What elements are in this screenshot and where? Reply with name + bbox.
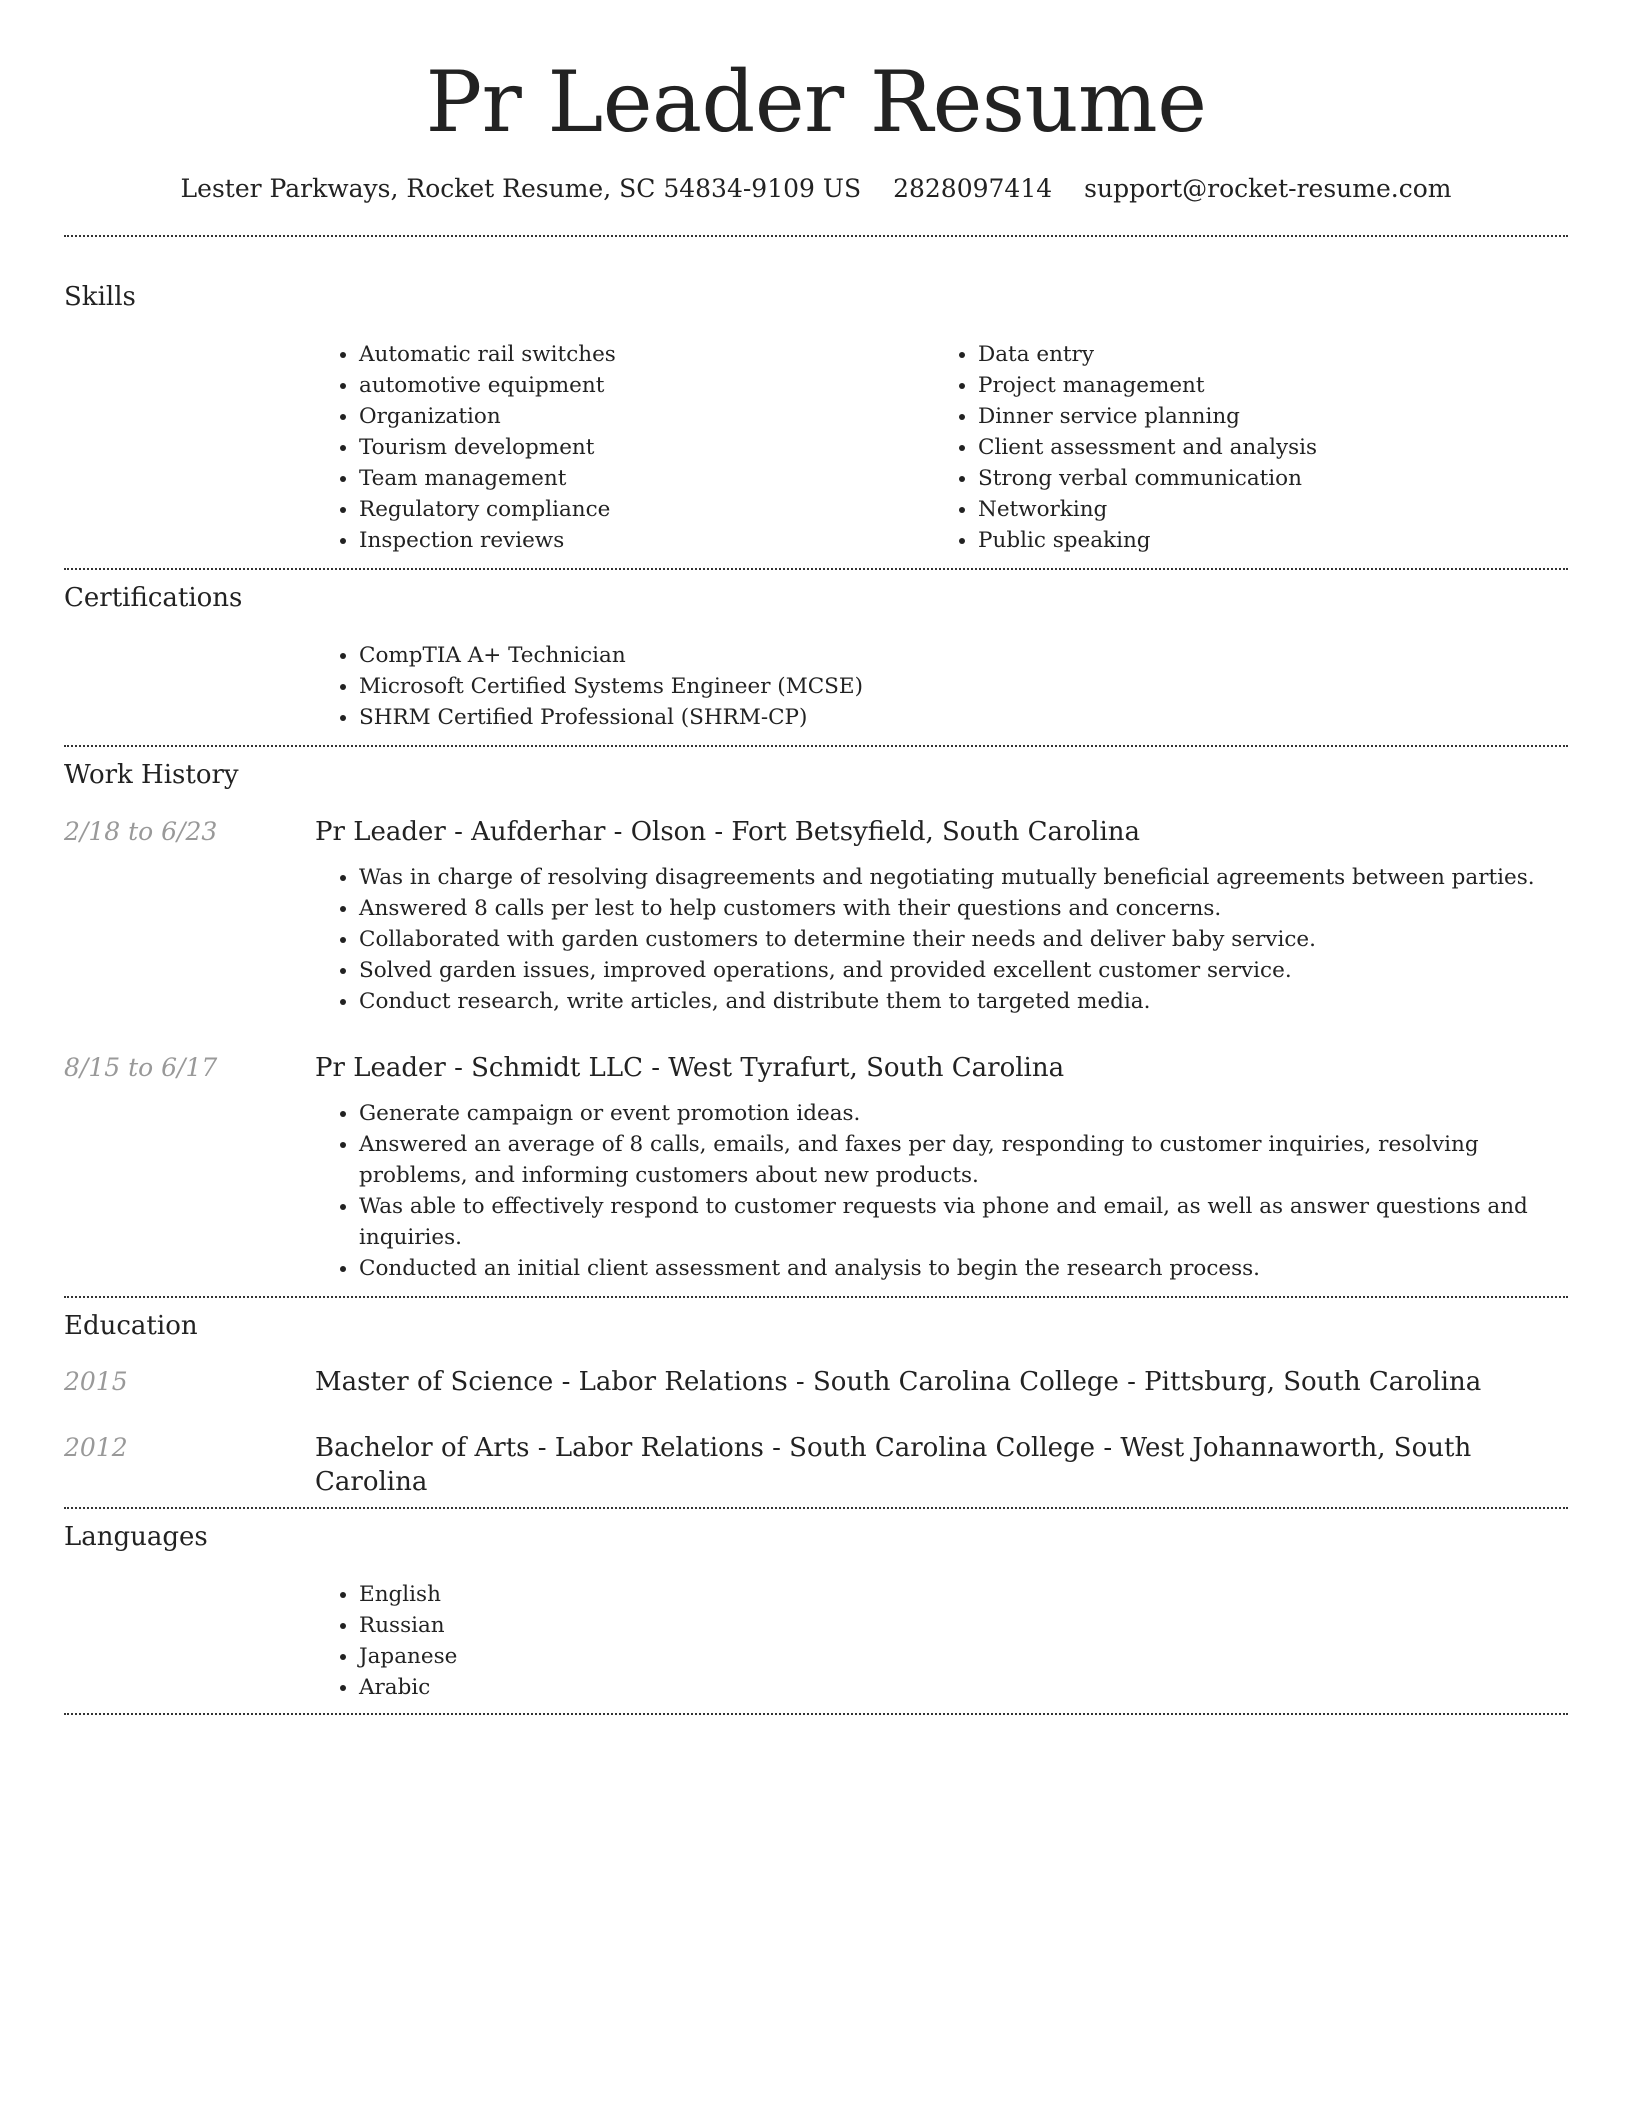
education-title (315, 1431, 1568, 1499)
certifications-heading: Certifications (64, 583, 243, 614)
school-name: - South Carolina College - West Johannaworth, South Carolina (315, 1433, 1472, 1498)
list-item: • Strong verbal communication (978, 463, 1568, 494)
list-item: • Answered an average of 8 calls, emails, and faxes per day, responding to customer inquiries, resolving problems, and informing customers about new products. (359, 1129, 1568, 1191)
education-year: 2012 (64, 1433, 128, 1463)
work-history-section (64, 747, 1568, 1296)
certifications-section (64, 570, 1568, 745)
education-section (64, 1298, 1568, 1508)
languages-list (330, 1579, 1568, 1713)
languages-section (64, 1509, 1568, 1713)
list-item: • Generate campaign or event promotion ideas. (359, 1098, 1568, 1129)
list-item: • Regulatory compliance (359, 494, 949, 525)
education-entry (64, 1431, 1568, 1499)
education-year: 2015 (64, 1367, 128, 1397)
list-item: • Solved garden issues, improved operations, and provided excellent customer service. (359, 955, 1568, 986)
skills-heading: Skills (64, 282, 136, 313)
list-item: • Was in charge of resolving disagreements and negotiating mutually beneficial agreements between parties. (359, 862, 1568, 893)
list-item: • Team management (359, 463, 949, 494)
list-item: • Public speaking (978, 525, 1568, 556)
job-entry (64, 815, 1568, 1017)
list-item: • Collaborated with garden customers to determine their needs and deliver baby service. (359, 924, 1568, 955)
list-item: • Conduct research, write articles, and distribute them to targeted media. (359, 986, 1568, 1017)
list-item: • Client assessment and analysis (978, 432, 1568, 463)
job-body (315, 815, 1568, 1017)
job-dates: 2/18 to 6/23 (64, 816, 218, 846)
list-item: • Project management (978, 370, 1568, 401)
education-heading: Education (64, 1310, 198, 1341)
degree-name: Bachelor of Arts - Labor Relations (315, 1433, 764, 1464)
languages-heading: Languages (64, 1522, 208, 1553)
skills-grid (330, 339, 1568, 568)
list-item: • English (359, 1579, 1568, 1610)
contact-address: Lester Parkways, Rocket Resume, SC 54834-9109 US (180, 173, 862, 203)
list-item: • Answered 8 calls per lest to help customers with their questions and concerns. (359, 893, 1568, 924)
list-item: • automotive equipment (359, 370, 949, 401)
education-title (315, 1365, 1481, 1399)
list-item: • Was able to effectively respond to customer requests via phone and email, as well as answer questions and inquiries. (359, 1191, 1568, 1253)
job-bullets (330, 1098, 1568, 1284)
skills-list-right (949, 339, 1568, 556)
list-item: • Automatic rail switches (359, 339, 949, 370)
list-item: • Conducted an initial client assessment and analysis to begin the research process. (359, 1253, 1568, 1284)
school-name: - South Carolina College - Pittsburg, South Carolina (787, 1367, 1482, 1398)
contact-phone: 2828097414 (893, 173, 1053, 203)
contact-line (64, 173, 1568, 206)
list-item: • Networking (978, 494, 1568, 525)
list-item: • SHRM Certified Professional (SHRM-CP) (359, 702, 1568, 733)
list-item: • Japanese (359, 1641, 1568, 1672)
job-entry (64, 1051, 1568, 1296)
list-item: • Inspection reviews (359, 525, 949, 556)
page-title: Pr Leader Resume (425, 53, 1207, 151)
list-item: • Tourism development (359, 432, 949, 463)
section-divider (64, 1713, 1568, 1715)
job-body (315, 1051, 1568, 1284)
contact-email: support@rocket-resume.com (1084, 173, 1452, 203)
education-entry (64, 1365, 1568, 1399)
skills-list-left (330, 339, 949, 556)
job-title: Pr Leader - Schmidt LLC - West Tyrafurt, South Carolina (315, 1052, 1065, 1083)
certifications-list (330, 640, 1568, 745)
work-history-heading: Work History (64, 759, 239, 790)
list-item: • Organization (359, 401, 949, 432)
list-item: • Arabic (359, 1672, 1568, 1703)
job-dates: 8/15 to 6/17 (64, 1052, 218, 1082)
job-title: Pr Leader - Aufderhar - Olson - Fort Betsyfield, South Carolina (315, 816, 1141, 847)
list-item: • Dinner service planning (978, 401, 1568, 432)
degree-name: Master of Science - Labor Relations (315, 1367, 788, 1398)
list-item: • Russian (359, 1610, 1568, 1641)
job-bullets (330, 862, 1568, 1017)
skills-section (64, 237, 1568, 568)
education-entries (64, 1365, 1568, 1507)
list-item: • Data entry (978, 339, 1568, 370)
list-item: • Microsoft Certified Systems Engineer (MCSE) (359, 671, 1568, 702)
list-item: • CompTIA A+ Technician (359, 640, 1568, 671)
